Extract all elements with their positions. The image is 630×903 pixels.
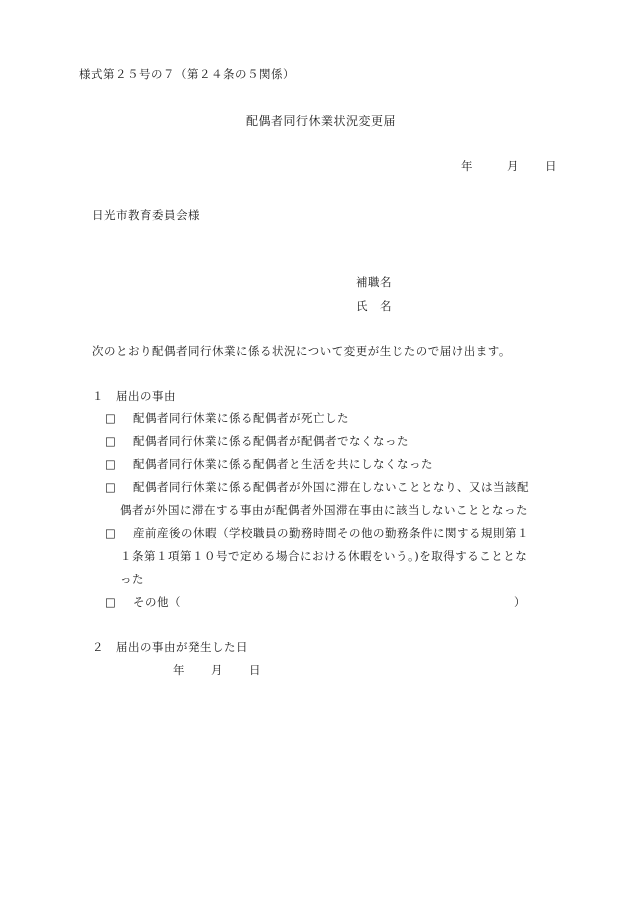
document-title: 配偶者同行休業状況変更届 <box>246 114 397 128</box>
section2-heading: ２ 届出の事由が発生した日 <box>92 640 248 654</box>
other-reason-field[interactable] <box>185 591 511 609</box>
date-day: 日 <box>249 663 261 677</box>
addressee: 日光市教育委員会様 <box>92 208 200 222</box>
reason-item[interactable] <box>105 410 349 426</box>
date-day: 日 <box>545 159 557 173</box>
position-label: 補職名 <box>356 275 392 289</box>
date-month: 月 <box>211 663 223 677</box>
other-close-paren: ） <box>514 595 526 609</box>
reason-text-continued: １条第１項第１０号で定める場合における休暇をいう。)を取得することとな <box>120 549 528 563</box>
reason-item[interactable] <box>105 456 433 472</box>
reason-text: その他（ <box>133 595 181 609</box>
checkbox[interactable]: □ <box>105 526 117 540</box>
checkbox[interactable]: □ <box>105 595 117 609</box>
reason-text-continued: 偶者が外国に滞在する事由が配偶者外国滞在事由に該当しないこととなった <box>120 503 528 517</box>
reason-item[interactable] <box>105 433 409 449</box>
occurrence-date <box>173 662 261 678</box>
reason-text-continued: った <box>120 572 144 586</box>
name-label: 氏 名 <box>356 299 392 313</box>
checkbox[interactable]: □ <box>105 480 117 494</box>
date-year: 年 <box>173 663 185 677</box>
reason-text: 配偶者同行休業に係る配偶者が死亡した <box>133 411 349 425</box>
reason-text: 配偶者同行休業に係る配偶者と生活を共にしなくなった <box>133 457 433 471</box>
reason-text: 配偶者同行休業に係る配偶者が配偶者でなくなった <box>133 434 409 448</box>
checkbox[interactable]: □ <box>105 457 117 471</box>
reason-item[interactable] <box>105 525 529 541</box>
checkbox[interactable]: □ <box>105 434 117 448</box>
reason-text: 配偶者同行休業に係る配偶者が外国に滞在しないこととなり、又は当該配 <box>133 480 529 494</box>
intro-text: 次のとおり配偶者同行休業に係る状況について変更が生じたので届け出ます。 <box>92 344 511 358</box>
form-number: 様式第２５号の７（第２４条の５関係） <box>79 67 295 81</box>
checkbox[interactable]: □ <box>105 411 117 425</box>
submission-date <box>461 158 557 174</box>
section1-heading: １ 届出の事由 <box>92 389 176 403</box>
reason-item-other[interactable] <box>105 594 181 610</box>
date-month: 月 <box>507 159 519 173</box>
date-year: 年 <box>461 159 473 173</box>
reason-text: 産前産後の休暇（学校職員の勤務時間その他の勤務条件に関する規則第１ <box>133 526 529 540</box>
reason-item[interactable] <box>105 479 529 495</box>
